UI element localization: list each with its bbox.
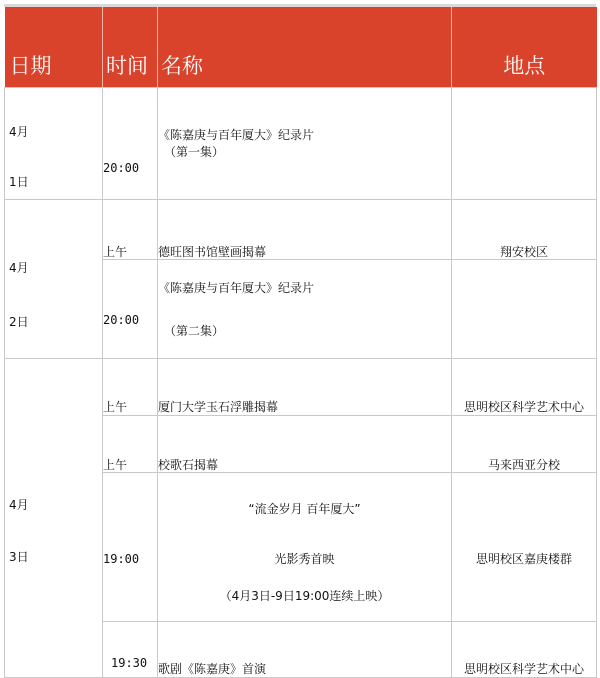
date-day: 3日 bbox=[9, 550, 29, 564]
place-cell: 思明校区科学艺术中心 bbox=[452, 359, 597, 416]
place-cell: 思明校区科学艺术中心 bbox=[452, 621, 597, 677]
time-cell: 19:00 bbox=[103, 473, 158, 621]
time-cell: 20:00 bbox=[103, 88, 158, 200]
place-cell: 马来西亚分校 bbox=[452, 416, 597, 473]
name-cell: 厦门大学玉石浮雕揭幕 bbox=[158, 359, 452, 416]
event-name-line: （第二集） bbox=[164, 324, 225, 339]
place-cell: 思明校区嘉庚楼群 bbox=[452, 473, 597, 621]
event-name-line: （4月3日-9日19:00连续上映） bbox=[219, 588, 390, 603]
date-day: 1日 bbox=[9, 175, 29, 189]
time-cell: 19:30 bbox=[103, 621, 158, 677]
place-cell: 翔安校区 bbox=[452, 200, 597, 260]
header-name: 名称 bbox=[158, 7, 452, 88]
event-name-line: 光影秀首映 bbox=[274, 552, 335, 567]
date-month: 4月 bbox=[9, 498, 29, 512]
date-month: 4月 bbox=[9, 125, 29, 139]
name-cell bbox=[158, 473, 452, 621]
event-name-line: 《陈嘉庚与百年厦大》纪录片 bbox=[158, 281, 315, 296]
header-time: 时间 bbox=[103, 7, 158, 88]
date-month: 4月 bbox=[9, 261, 29, 275]
event-name-line: “流金岁月 百年厦大” bbox=[248, 502, 361, 517]
time-cell: 上午 bbox=[103, 359, 158, 416]
date-day: 2日 bbox=[9, 315, 29, 329]
date-cell bbox=[5, 88, 103, 200]
name-cell: 歌剧《陈嘉庚》首演 bbox=[158, 621, 452, 677]
name-cell bbox=[158, 260, 452, 359]
event-name-line: 《陈嘉庚与百年厦大》纪录片 bbox=[158, 128, 315, 142]
name-cell: 校歌石揭幕 bbox=[158, 416, 452, 473]
date-cell bbox=[5, 359, 103, 678]
table-row bbox=[5, 200, 597, 260]
table-header-row bbox=[5, 7, 597, 88]
place-cell bbox=[452, 88, 597, 200]
place-cell bbox=[452, 260, 597, 359]
table-row bbox=[5, 359, 597, 416]
header-date: 日期 bbox=[5, 7, 103, 88]
name-cell bbox=[158, 88, 452, 200]
date-cell bbox=[5, 200, 103, 359]
event-name-line: （第一集） bbox=[164, 144, 225, 159]
time-cell: 上午 bbox=[103, 416, 158, 473]
time-cell: 20:00 bbox=[103, 260, 158, 359]
header-place: 地点 bbox=[452, 7, 597, 88]
table-row bbox=[5, 88, 597, 200]
schedule-table bbox=[4, 7, 597, 678]
time-cell: 上午 bbox=[103, 200, 158, 260]
name-cell: 德旺图书馆壁画揭幕 bbox=[158, 200, 452, 260]
